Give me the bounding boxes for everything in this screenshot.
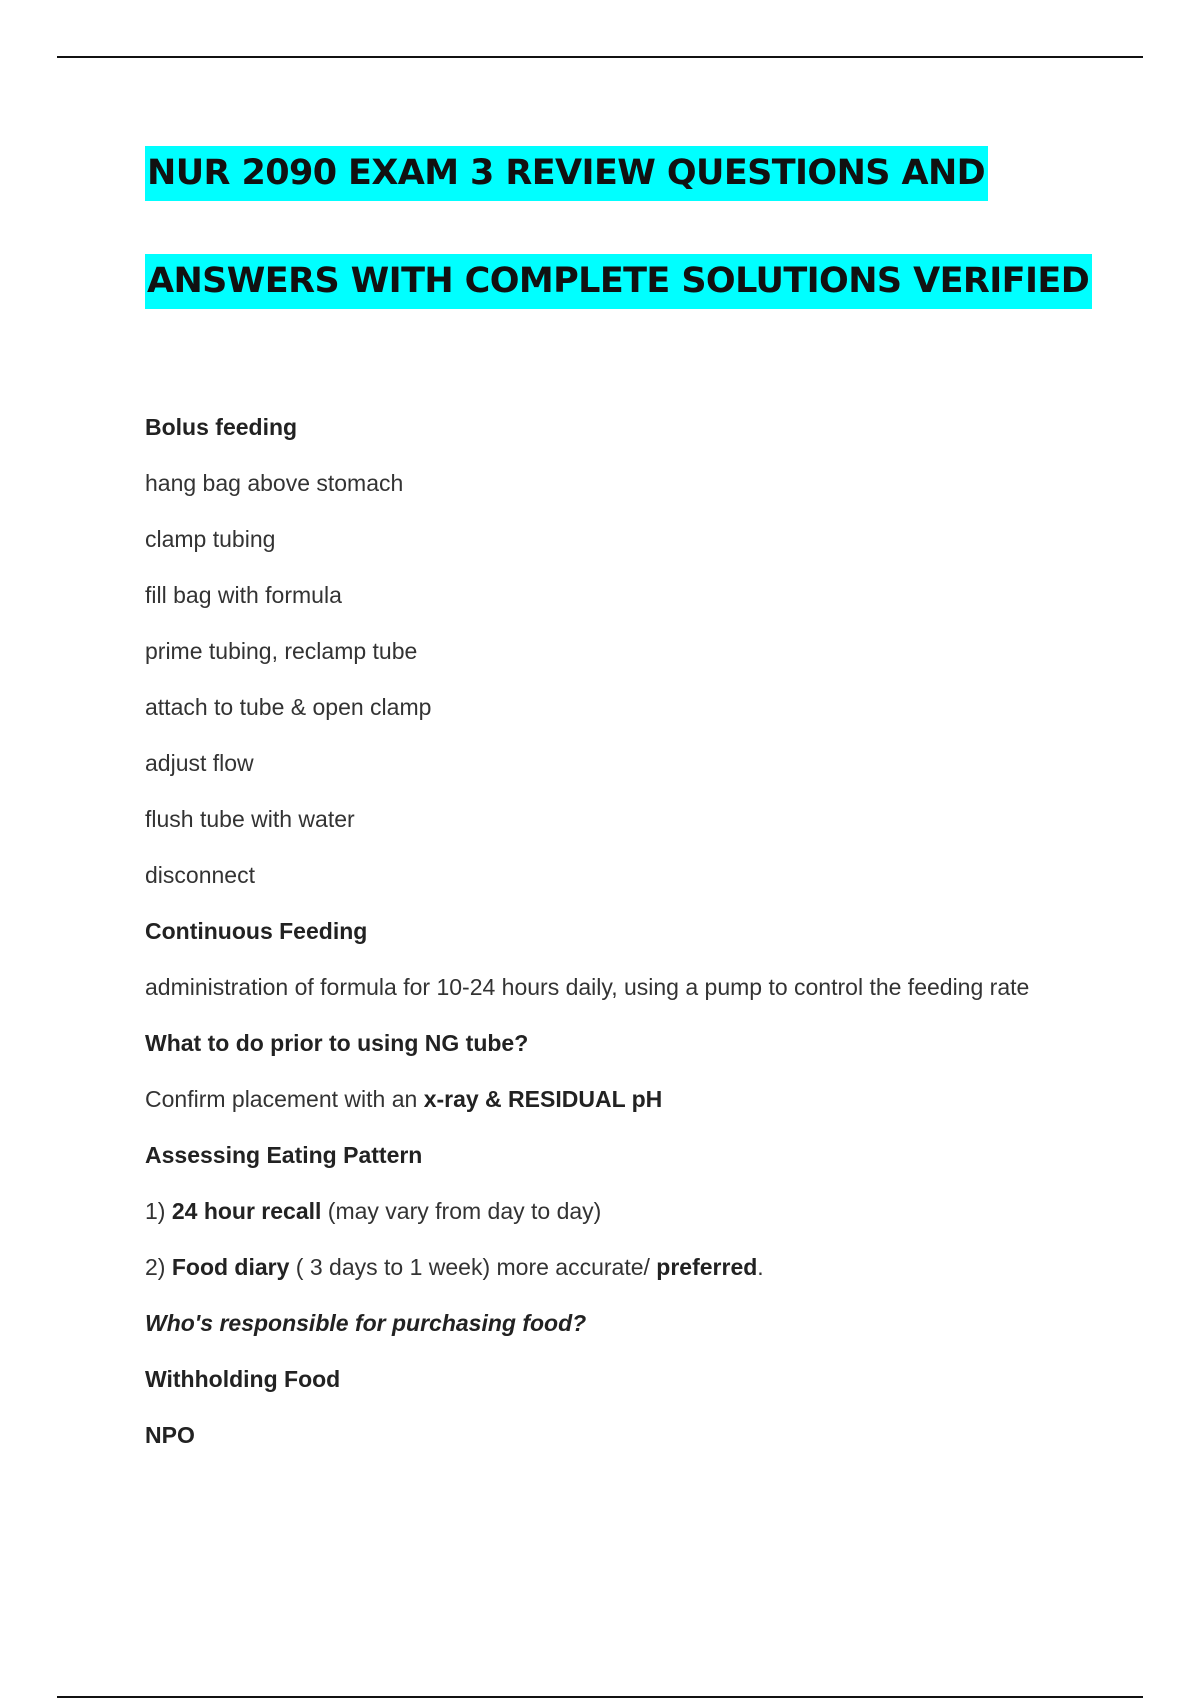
withholding-heading: Withholding Food [145, 1366, 341, 1392]
header-rule [57, 56, 1143, 58]
item-number: 2) [145, 1254, 172, 1280]
title-line-2: ANSWERS WITH COMPLETE SOLUTIONS VERIFIED [145, 254, 1092, 309]
ng-tube-answer-emphasis: x-ray & RESIDUAL pH [423, 1086, 663, 1112]
item-term: Food diary [171, 1254, 290, 1280]
item-emphasis: preferred [656, 1254, 758, 1280]
eating-pattern-item-1 [145, 1197, 1145, 1225]
footer-rule [57, 1696, 1143, 1698]
item-period: . [757, 1254, 764, 1280]
item-number: 1) [145, 1198, 172, 1224]
continuous-definition: administration of formula for 10-24 hours daily, using a pump to control the feeding rate [145, 974, 1030, 1000]
withholding-answer: NPO [145, 1422, 195, 1448]
item-detail: ( 3 days to 1 week) more accurate/ [289, 1254, 657, 1280]
bolus-step: adjust flow [145, 750, 254, 776]
bolus-step: fill bag with formula [145, 582, 342, 608]
title-line-1: NUR 2090 EXAM 3 REVIEW QUESTIONS AND [145, 146, 988, 201]
bolus-heading: Bolus feeding [145, 414, 298, 440]
purchasing-question: Who's responsible for purchasing food? [145, 1310, 587, 1336]
eating-pattern-heading: Assessing Eating Pattern [145, 1142, 423, 1168]
bolus-step: prime tubing, reclamp tube [145, 638, 418, 664]
continuous-heading: Continuous Feeding [145, 918, 368, 944]
ng-tube-answer-text: Confirm placement with an [145, 1086, 424, 1112]
bolus-step: hang bag above stomach [145, 470, 404, 496]
bolus-step: clamp tubing [145, 526, 276, 552]
bolus-step: attach to tube & open clamp [145, 694, 432, 720]
bolus-step: flush tube with water [145, 806, 355, 832]
eating-pattern-item-2 [145, 1253, 1145, 1281]
ng-tube-question: What to do prior to using NG tube? [145, 1030, 529, 1056]
bolus-step: disconnect [145, 862, 255, 888]
ng-tube-answer [145, 1085, 1145, 1113]
item-term: 24 hour recall [171, 1198, 322, 1224]
item-detail: (may vary from day to day) [321, 1198, 602, 1224]
document-body [145, 413, 1145, 1477]
